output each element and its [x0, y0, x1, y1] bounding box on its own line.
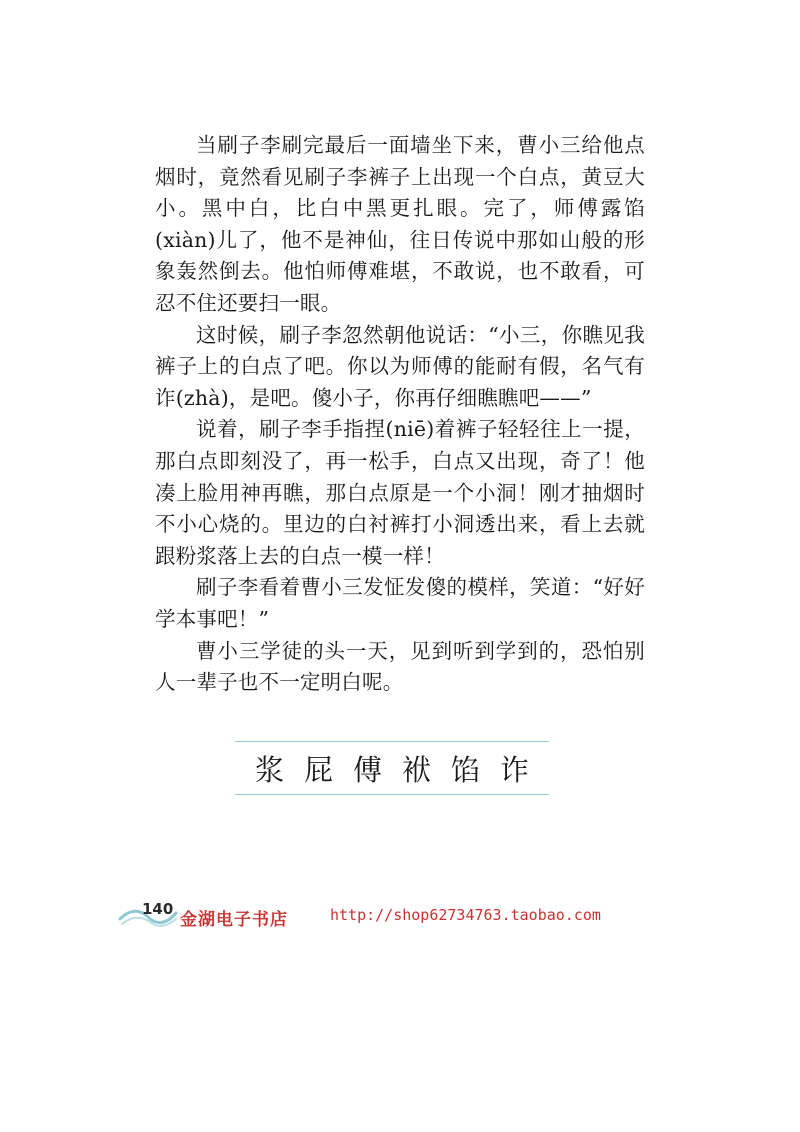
- paragraph-2: 这时候，刷子李忽然朝他说话：“小三，你瞧见我裤子上的白点了吧。你以为师傅的能耐有假，名气有诈(zhà)，是吧。傻小子，你再仔细瞧瞧吧——”: [155, 322, 645, 410]
- new-characters-row: [235, 747, 549, 789]
- new-character: 傅: [352, 752, 382, 787]
- divider-top: [235, 741, 549, 742]
- new-character: 浆: [254, 752, 284, 787]
- page-number: 140: [142, 900, 174, 918]
- new-characters-box: [235, 741, 549, 795]
- paragraph-4: 刷子李看着曹小三发怔发傻的模样，笑道：“好好学本事吧！”: [155, 575, 645, 631]
- shop-name: 金湖电子书店: [180, 910, 288, 930]
- new-character: 屁: [303, 752, 333, 787]
- page-footer: [118, 893, 638, 933]
- shop-url-link[interactable]: http://shop62734763.taobao.com: [330, 906, 601, 924]
- paragraph-5: 曹小三学徒的头一天，见到听到学到的，恐怕别人一辈子也不一定明白呢。: [155, 638, 645, 695]
- paragraph-1: 当刷子李刷完最后一面墙坐下来，曹小三给他点烟时，竟然看见刷子李裤子上出现一个白点，黄豆大小。黑中白，比白中黑更扎眼。完了，师傅露馅(xiàn)儿了，他不是神仙，往日传说中那如山般的形象轰然倒去。他怕师傅难堪，不敢说，也不敢看，可忍不住还要扫一眼。: [155, 133, 645, 315]
- divider-bottom: [235, 794, 549, 795]
- paragraph-3: 说着，刷子李手指捏(niē)着裤子轻轻往上一提，那白点即刻没了，再一松手，白点又出现，奇了！他凑上脸用神再瞧，那白点原是一个小洞！刚才抽烟时不小心烧的。里边的白衬裤打小洞透出来，看上去就跟粉浆落上去的白点一模一样！: [155, 417, 645, 568]
- new-character: 馅: [450, 752, 480, 787]
- story-text: [155, 130, 645, 699]
- new-character: 诈: [499, 752, 529, 787]
- new-character: 袱: [401, 752, 431, 787]
